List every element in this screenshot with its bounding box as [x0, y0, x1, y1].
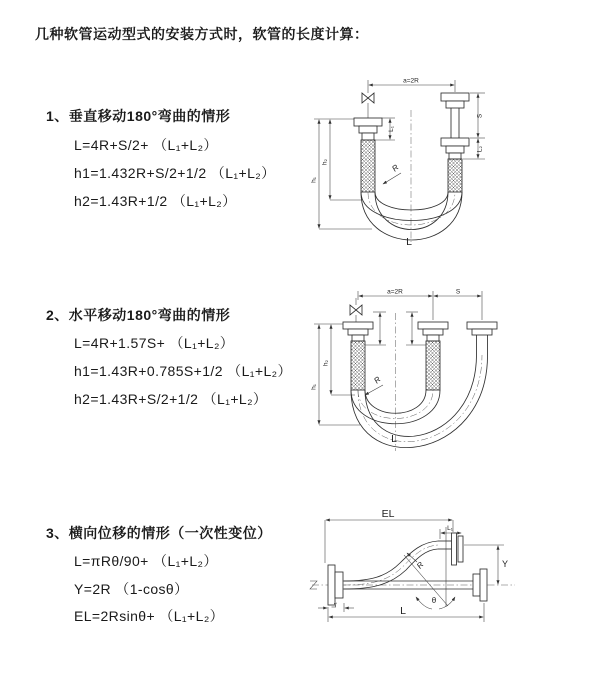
- page-title: 几种软管运动型式的安装方式时，软管的长度计算：: [35, 26, 369, 42]
- radius-callout: [383, 163, 401, 184]
- section-3-formula-el: EL=2Rsinθ+ （L₁+L₂）: [74, 608, 225, 624]
- dim-label-length: L: [391, 433, 397, 445]
- section-3-heading: 3、横向位移的情形（一次性变位）: [46, 525, 272, 541]
- diagram-vertical-movement: [310, 72, 590, 252]
- middle-fitting: [418, 322, 448, 390]
- section-2-formula-h1: h1=1.43R+0.785S+1/2 （L₁+L₂）: [74, 363, 292, 379]
- dim-label-r: R: [390, 162, 401, 174]
- braided-hose-section: [351, 341, 365, 390]
- dim-label-a2r: a=2R: [403, 77, 419, 85]
- dim-label-r: R: [414, 560, 426, 571]
- dimension-el: [325, 508, 453, 563]
- dim-label-length: L: [406, 236, 412, 248]
- section-2-heading: 2、水平移动180°弯曲的情形: [46, 307, 231, 323]
- dim-label-s: S: [455, 288, 461, 296]
- angle-theta: [416, 596, 455, 609]
- dim-label-l2: L₂: [476, 145, 484, 153]
- right-fitting-upper: [441, 93, 469, 138]
- dim-label-l1-left: L₁: [332, 602, 338, 608]
- braided-hose-section: [426, 341, 440, 390]
- right-fitting-moved: [467, 322, 497, 355]
- valve-icon: [350, 298, 362, 322]
- section-1-formula-h1: h1=1.432R+S/2+1/2 （L₁+L₂）: [74, 165, 276, 181]
- left-fitting: [343, 322, 373, 390]
- braided-hose-section: [361, 140, 375, 192]
- diagram-lateral-displacement: [300, 505, 600, 670]
- dim-label-s: S: [476, 113, 484, 119]
- dim-label-h2: h₂: [321, 158, 329, 166]
- dimension-l: [328, 603, 484, 622]
- dim-label-el: EL: [381, 508, 395, 520]
- dimension-h2: [314, 119, 362, 200]
- section-3-formula-l: L=πRθ/90+ （L₁+L₂）: [74, 553, 218, 569]
- dim-label-l1: L₁: [388, 126, 395, 132]
- hose-curves: [351, 355, 488, 448]
- right-fitting-lower: [441, 138, 469, 192]
- left-fitting: [354, 118, 382, 192]
- section-1-heading: 1、垂直移动180°弯曲的情形: [46, 108, 231, 124]
- dim-label-l1-top: L₁: [447, 525, 453, 532]
- valve-icon: [362, 92, 374, 118]
- braided-hose-section: [448, 159, 462, 192]
- section-1-formula-h2: h2=1.43R+1/2 （L₁+L₂）: [74, 193, 237, 209]
- dimension-l1-left: [318, 602, 354, 612]
- section-2-formula-h2: h2=1.43R+S/2+1/2 （L₁+L₂）: [74, 391, 268, 407]
- dim-label-theta: θ: [431, 596, 437, 605]
- diagram-horizontal-movement: [310, 283, 595, 468]
- dimension-s: [434, 289, 482, 321]
- dim-label-h1: h₁: [310, 177, 318, 183]
- section-3-formula-y: Y=2R （1-cosθ）: [74, 581, 189, 597]
- dim-label-h2: h₂: [322, 359, 330, 367]
- dim-label-length: L: [400, 605, 406, 617]
- dim-label-h1: h₁: [310, 384, 318, 390]
- section-2-formula-l: L=4R+1.57S+ （L₁+L₂）: [74, 335, 235, 351]
- section-1-formula-l: L=4R+S/2+ （L₁+L₂）: [74, 137, 218, 153]
- left-flange: [328, 565, 343, 608]
- displaced-flange: [438, 533, 463, 565]
- dim-label-y: Y: [502, 559, 509, 569]
- radius-callout: [404, 553, 448, 606]
- dimension-s: [470, 93, 485, 138]
- hose-curves: [361, 192, 462, 240]
- dim-label-a2r: a=2R: [387, 288, 403, 296]
- radius-callout: [365, 375, 383, 395]
- dimension-a2r: [368, 78, 455, 93]
- dim-label-r: R: [372, 374, 383, 386]
